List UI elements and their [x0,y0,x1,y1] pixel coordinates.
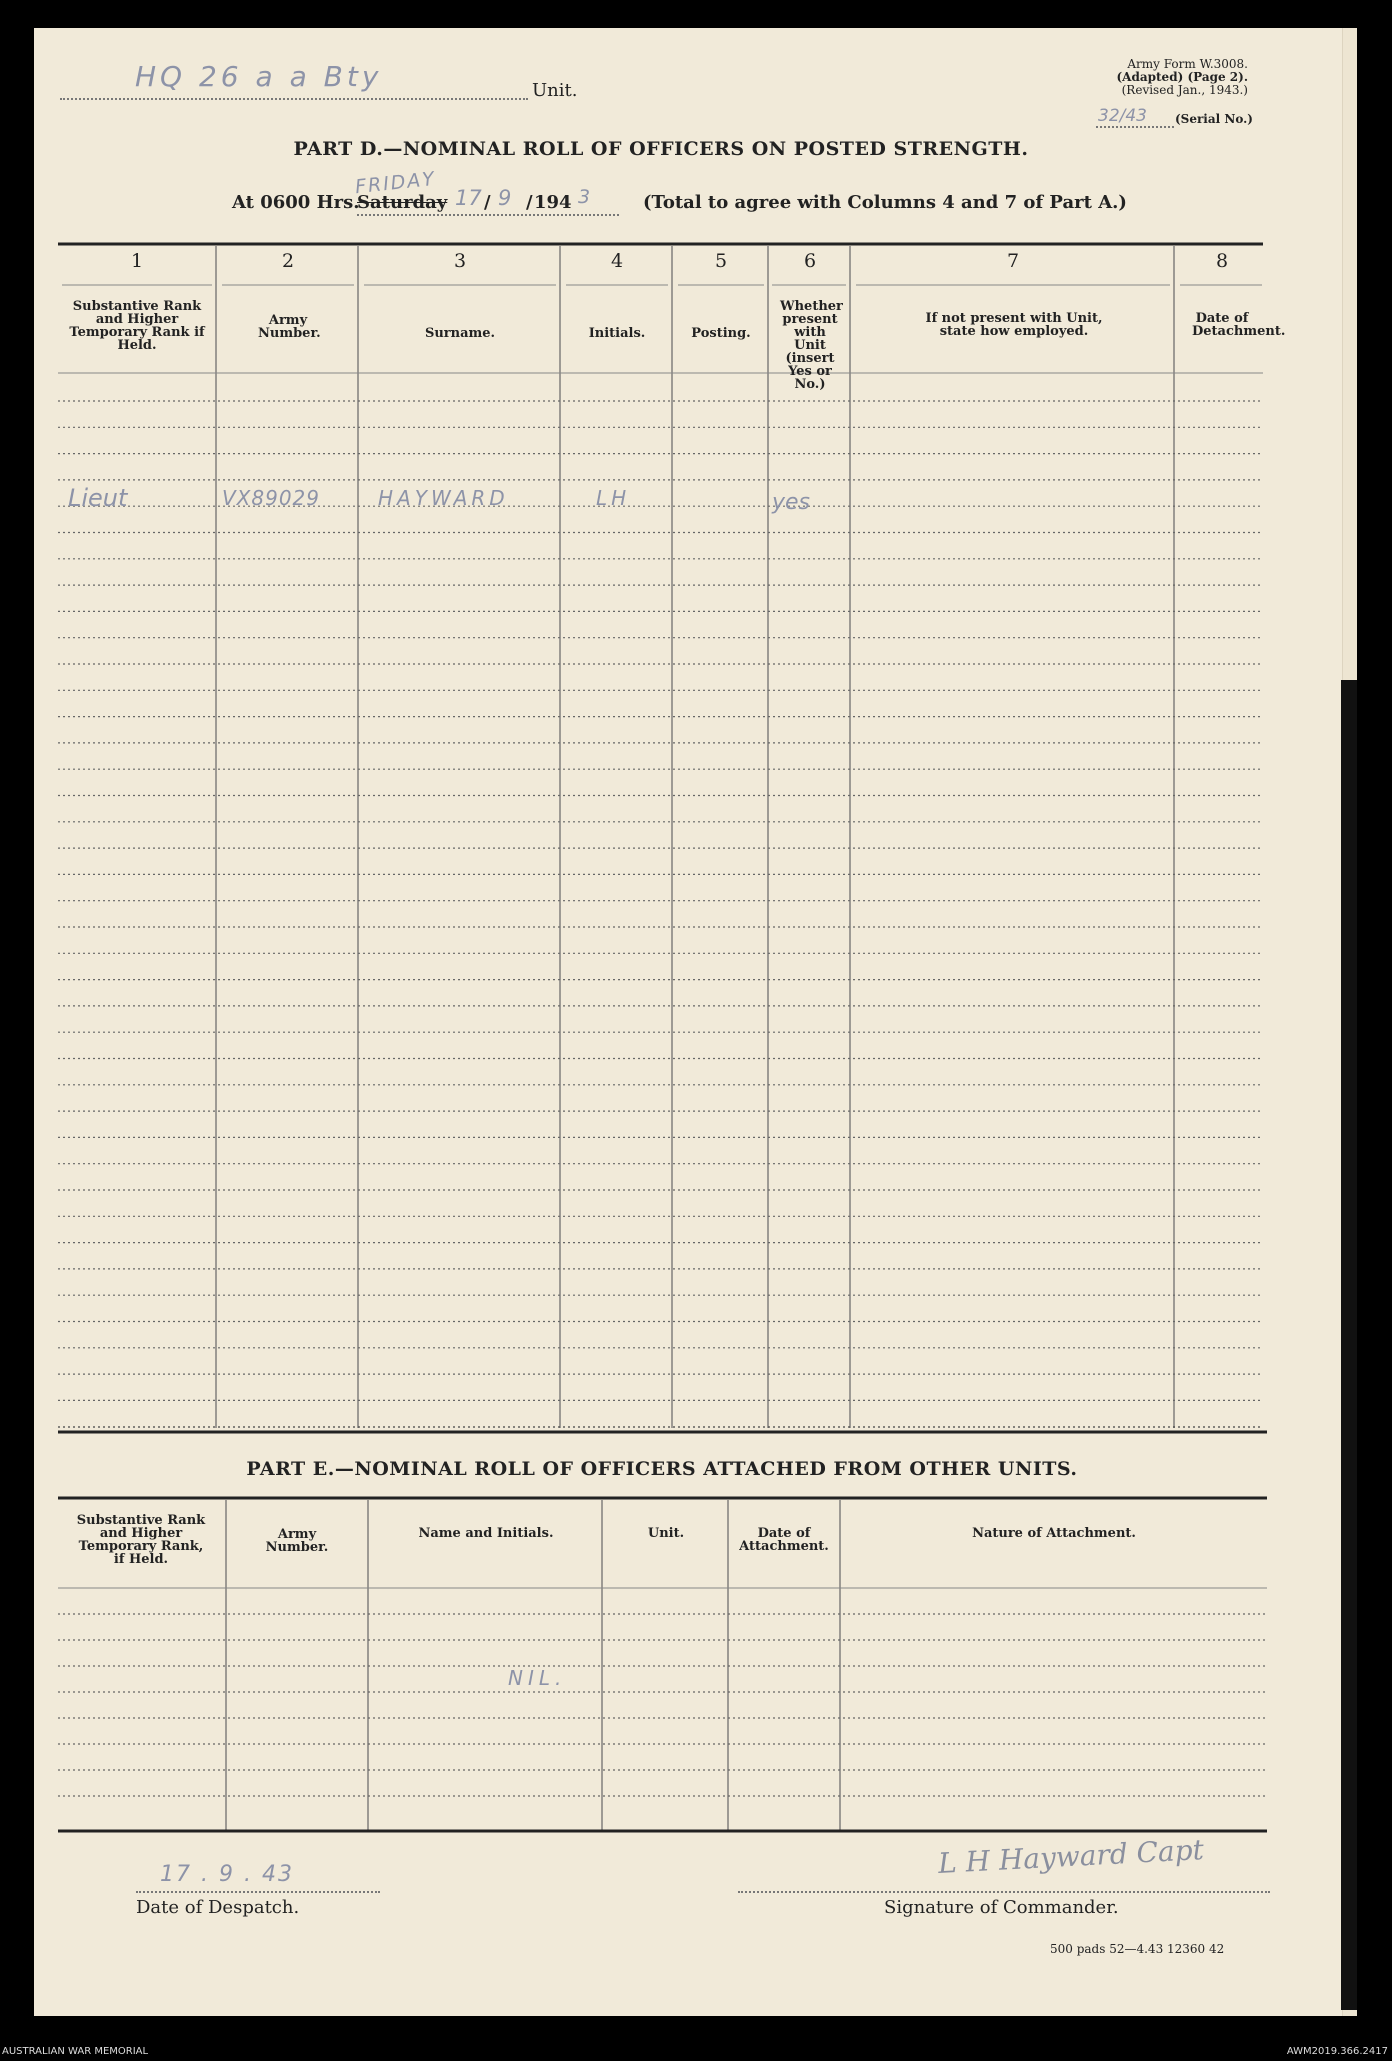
col-header-posting: Posting. [691,326,751,341]
col-header-how-employed: If not present with Unit, state how employed. [925,311,1103,339]
form-ref-line2: (Adapted) (Page 2). [1116,70,1248,84]
caption-left: AUSTRALIAN WAR MEMORIAL [2,2046,149,2057]
despatch-label: Date of Despatch. [136,1897,300,1918]
part-d-title: PART D.—NOMINAL ROLL OF OFFICERS ON POSTED STRENGTH. [293,138,1029,160]
day-handwritten: FRIDAY [354,167,437,199]
col-header-initials: Initials. [588,326,646,341]
col-num-8: 8 [1215,250,1229,272]
unit-label: Unit. [532,80,578,101]
col-num-2: 2 [281,250,295,272]
col-header-army-number: Army Number. [258,313,321,341]
serial-label: (Serial No.) [1175,112,1253,126]
date-separator-2: / [526,192,533,213]
despatch-date-handwritten: 17 . 9 . 43 [160,1862,294,1887]
entry-initials: LH [596,486,631,510]
entry-surname: HAYWARD [378,486,509,510]
col-num-1: 1 [130,250,144,272]
commander-signature: L H Hayward Capt [937,1833,1205,1880]
form-ref-line1: Army Form W.3008. [1127,57,1248,71]
despatch-dotted-line [136,1891,380,1893]
entry-rank: Lieut [68,484,128,512]
e-col-header-nature: Nature of Attachment. [972,1526,1136,1541]
e-entry-nil: NIL. [508,1666,567,1690]
form-ref-line3: (Revised Jan., 1943.) [1121,83,1248,97]
e-col-header-army-number: Army Number. [265,1527,329,1555]
year-prefix: 194 [534,192,572,213]
date-separator-1: / [484,192,491,213]
time-prefix: At 0600 Hrs. [232,192,360,213]
entry-present: yes [772,490,811,515]
e-col-header-name: Name and Initials. [418,1526,554,1541]
col-num-4: 4 [610,250,624,272]
col-header-surname: Surname. [424,326,496,341]
col-header-rank: Substantive Rank and Higher Temporary Rank if Held. [69,299,205,353]
total-note: (Total to agree with Columns 4 and 7 of Part A.) [643,192,1127,213]
part-e-title: PART E.—NOMINAL ROLL OF OFFICERS ATTACHED FROM OTHER UNITS. [246,1458,1078,1480]
e-col-header-unit: Unit. [647,1526,685,1541]
date-day-handwritten: 17 [455,186,482,210]
serial-handwritten: 32/43 [1098,106,1147,126]
signature-dotted-line [738,1891,1270,1893]
year-suffix-handwritten: 3 [578,186,591,208]
date-month-handwritten: 9 [498,186,512,210]
col-header-detachment: Date of Detachment. [1192,311,1286,339]
e-col-header-attachment-date: Date of Attachment. [739,1526,829,1554]
day-printed: Saturday [357,192,448,213]
caption-right: AWM2019.366.2417 [1286,2046,1388,2057]
entry-army-number: VX89029 [222,486,321,510]
col-num-5: 5 [714,250,728,272]
col-num-3: 3 [453,250,467,272]
col-header-present: Whether present with Unit (insert Yes or No.) [780,299,843,392]
col-num-7: 7 [1006,250,1020,272]
e-col-header-rank: Substantive Rank and Higher Temporary Rank, if Held. [76,1513,206,1567]
col-num-6: 6 [803,250,817,272]
unit-handwritten: HQ 26 a a Bty [135,60,383,93]
signature-label: Signature of Commander. [884,1897,1119,1918]
print-reference: 500 pads 52—4.43 12360 42 [1050,1942,1225,1956]
